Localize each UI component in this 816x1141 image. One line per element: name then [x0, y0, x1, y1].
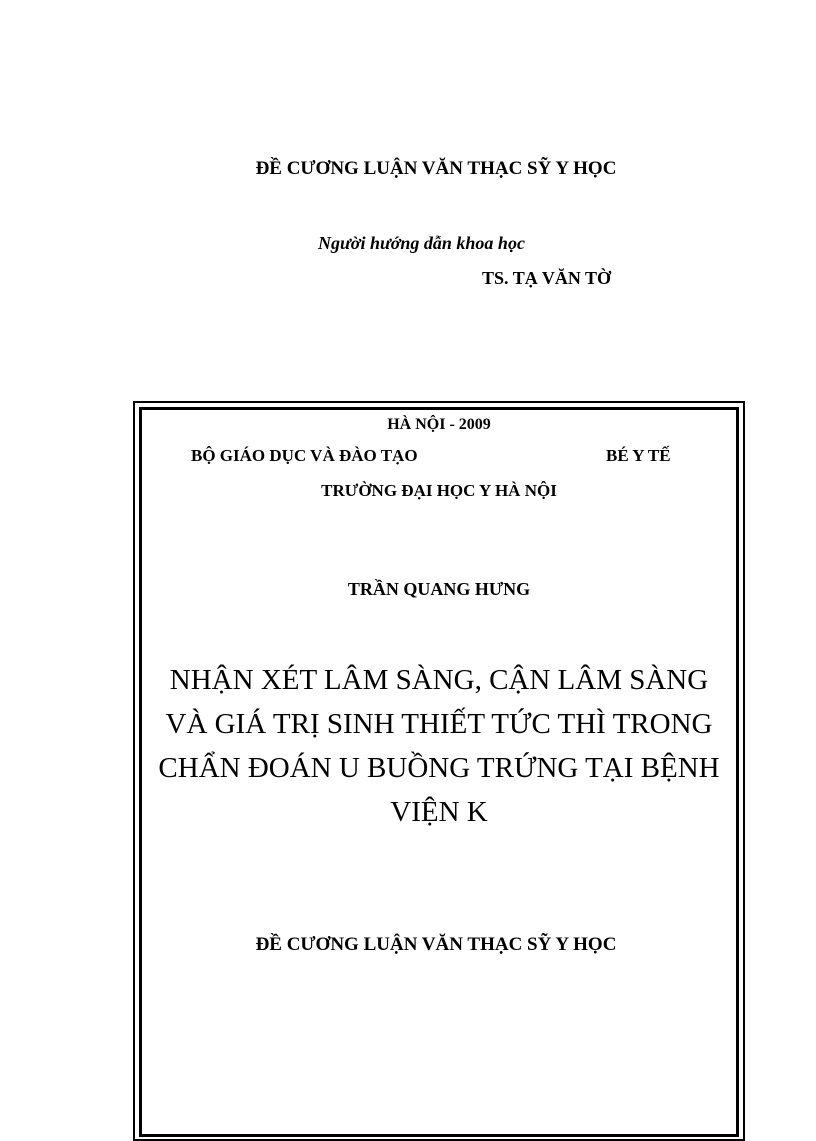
advisor-name: TS. TẠ VĂN TỜ [482, 268, 612, 288]
thesis-type-footer-heading: ĐỀ CƯƠNG LUẬN VĂN THẠC SỸ Y HỌC [255, 934, 617, 955]
thesis-title-line: VIỆN K [390, 796, 488, 828]
ministry-of-education: BỘ GIÁO DỤC VÀ ĐÀO TẠO [191, 446, 418, 465]
advisor-label: Người hướng dẫn khoa học [318, 233, 525, 253]
university-name: TRƯỜNG ĐẠI HỌC Y HÀ NỘI [321, 481, 557, 500]
thesis-title [139, 658, 739, 834]
thesis-title-line: CHẨN ĐOÁN U BUỒNG TRỨNG TẠI BỆNH [158, 752, 720, 784]
place-year: HÀ NỘI - 2009 [387, 416, 491, 433]
thesis-title-line: VÀ GIÁ TRỊ SINH THIẾT TỨC THÌ TRONG [165, 708, 713, 740]
author-name: TRẦN QUANG HƯNG [347, 579, 531, 599]
thesis-type-heading: ĐỀ CƯƠNG LUẬN VĂN THẠC SỸ Y HỌC [255, 158, 617, 179]
thesis-title-line: NHẬN XÉT LÂM SÀNG, CẬN LÂM SÀNG [169, 664, 709, 696]
ministry-of-health: BÉ Y TẾ [606, 446, 671, 465]
